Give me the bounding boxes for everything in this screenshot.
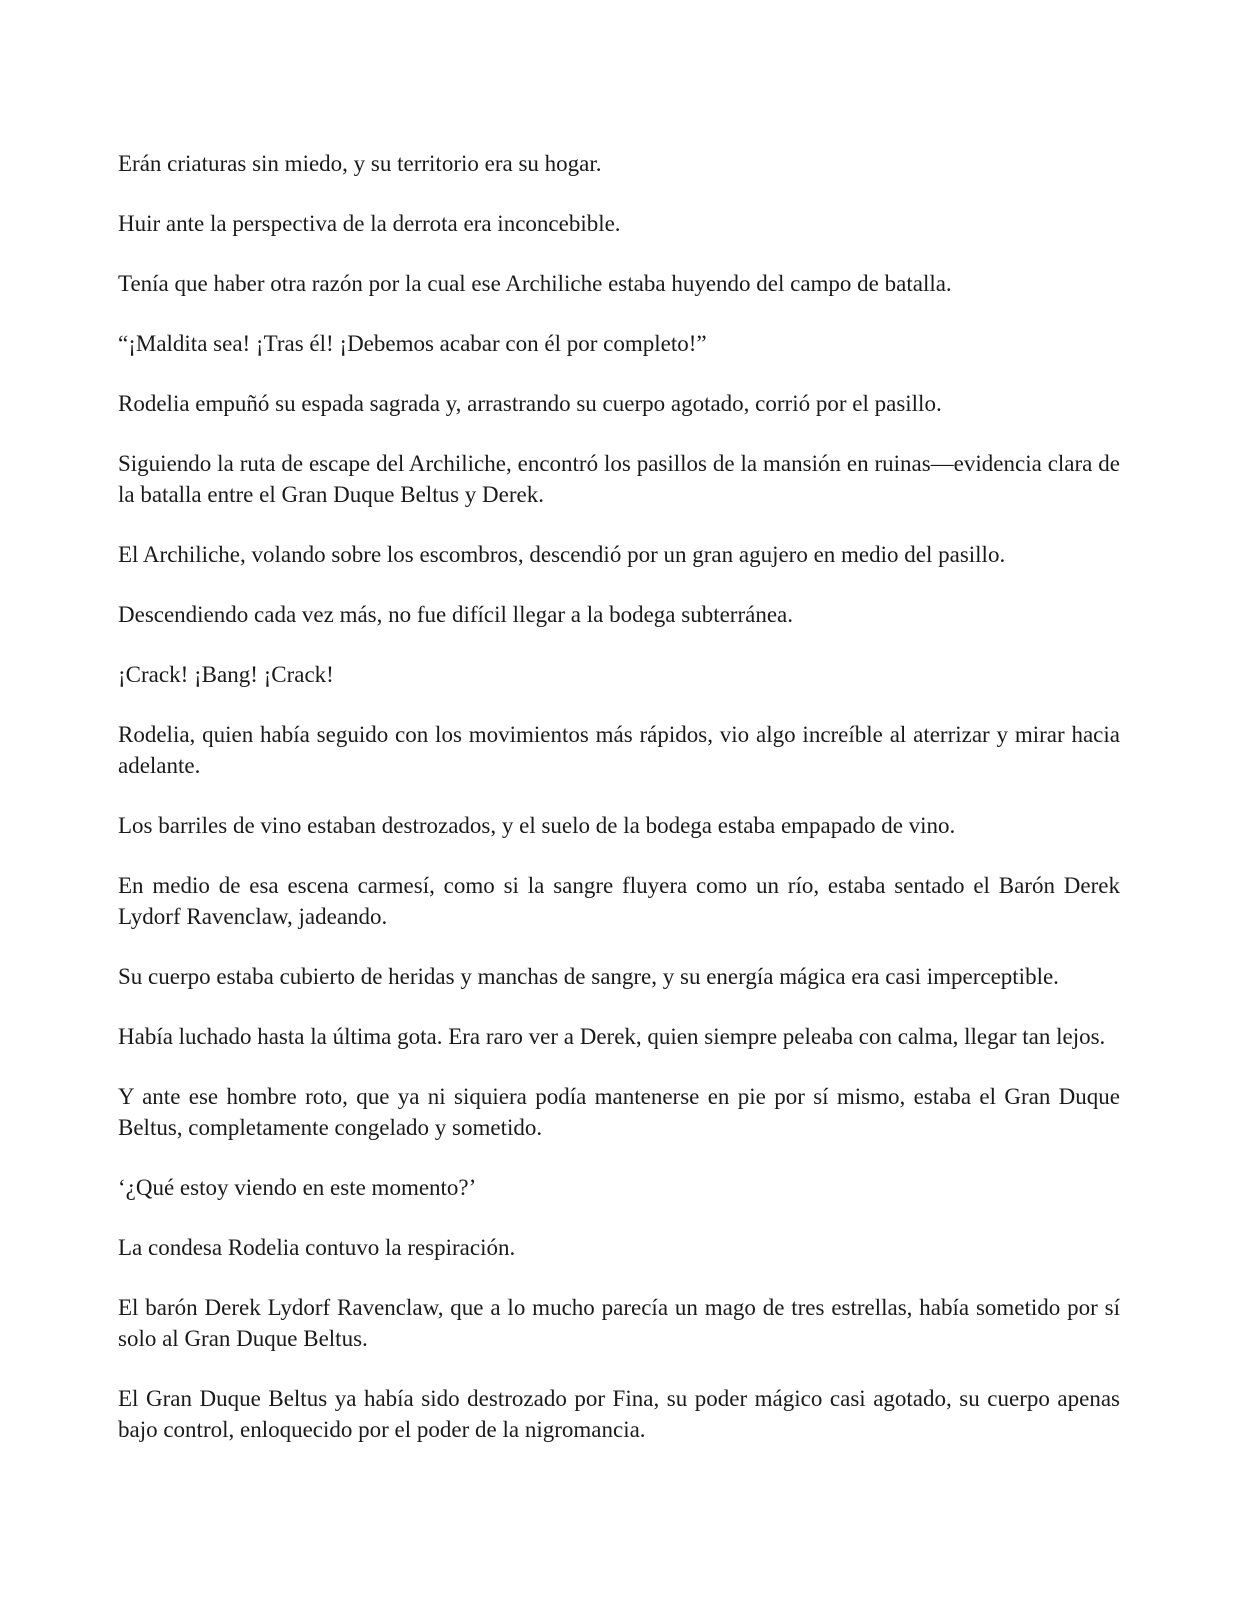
document-body: [118, 148, 1120, 1474]
paragraph: El Gran Duque Beltus ya había sido destrozado por Fina, su poder mágico casi agotado, su cuerpo apenas bajo control, enloquecido por el poder de la nigromancia.: [118, 1386, 1120, 1442]
paragraph: El barón Derek Lydorf Ravenclaw, que a lo mucho parecía un mago de tres estrellas, había sometido por sí solo al Gran Duque Beltus.: [118, 1295, 1120, 1351]
paragraph: Su cuerpo estaba cubierto de heridas y manchas de sangre, y su energía mágica era casi imperceptible.: [118, 964, 1059, 989]
paragraph: Los barriles de vino estaban destrozados, y el suelo de la bodega estaba empapado de vino.: [118, 813, 956, 838]
paragraph: ‘¿Qué estoy viendo en este momento?’: [118, 1175, 477, 1200]
paragraph: Siguiendo la ruta de escape del Archiliche, encontró los pasillos de la mansión en ruinas—evidencia clara de la batalla entre el Gran Duque Beltus y Derek.: [118, 451, 1120, 507]
paragraph: Rodelia empuñó su espada sagrada y, arrastrando su cuerpo agotado, corrió por el pasillo.: [118, 391, 942, 416]
paragraph: ¡Crack! ¡Bang! ¡Crack!: [118, 662, 334, 687]
paragraph: En medio de esa escena carmesí, como si la sangre fluyera como un río, estaba sentado el Barón Derek Lydorf Ravenclaw, jadeando.: [118, 873, 1120, 929]
paragraph: Descendiendo cada vez más, no fue difícil llegar a la bodega subterránea.: [118, 602, 793, 627]
paragraph: Había luchado hasta la última gota. Era raro ver a Derek, quien siempre peleaba con calma, llegar tan lejos.: [118, 1024, 1106, 1049]
paragraph: “¡Maldita sea! ¡Tras él! ¡Debemos acabar con él por completo!”: [118, 331, 707, 356]
paragraph: Huir ante la perspectiva de la derrota era inconcebible.: [118, 211, 621, 236]
paragraph: El Archiliche, volando sobre los escombros, descendió por un gran agujero en medio del pasillo.: [118, 542, 1006, 567]
paragraph: Rodelia, quien había seguido con los movimientos más rápidos, vio algo increíble al aterrizar y mirar hacia adelante.: [118, 722, 1120, 778]
paragraph: Erán criaturas sin miedo, y su territorio era su hogar.: [118, 151, 602, 176]
paragraph: Tenía que haber otra razón por la cual ese Archiliche estaba huyendo del campo de batalla.: [118, 271, 952, 296]
paragraph: La condesa Rodelia contuvo la respiración.: [118, 1235, 516, 1260]
paragraph: Y ante ese hombre roto, que ya ni siquiera podía mantenerse en pie por sí mismo, estaba el Gran Duque Beltus, completamente congelado y sometido.: [118, 1084, 1120, 1140]
